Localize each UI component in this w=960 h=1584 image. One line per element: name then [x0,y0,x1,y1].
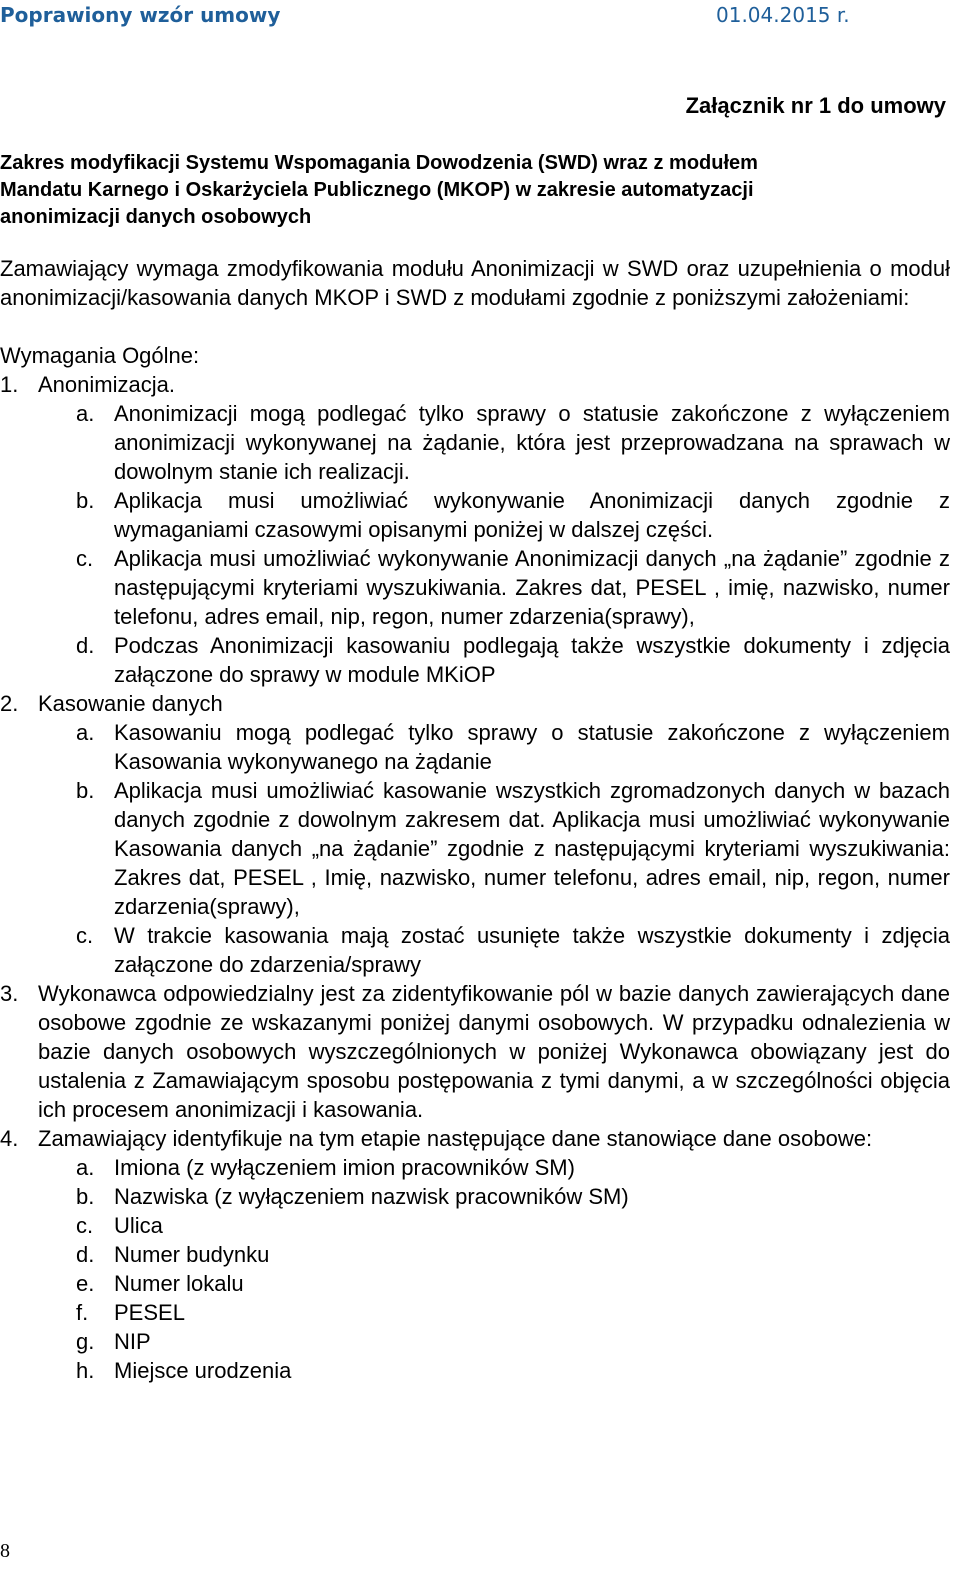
item-marker: d. [76,633,95,658]
item-text: Aplikacja musi umożliwiać wykonywanie Anonimizacji danych zgodnie z wymaganiami czasowymi opisanymi poniżej w dalszej części. [114,488,950,542]
list-item [0,399,950,486]
item-text: Aplikacja musi umożliwiać kasowanie wszystkich zgromadzonych danych w bazach danych zgodnie z dowolnym zakresem dat. Aplikacja musi umożliwiać wykonywanie Kasowania danych „na żądanie” zgodnie z następującymi kryteriami wyszukiwania: Zakres dat, PESEL , Imię, nazwisko, numer telefonu, adres email, nip, regon, numer zdarzenia(sprawy), [114,778,950,919]
item-text: Aplikacja musi umożliwiać wykonywanie Anonimizacji danych „na żądanie” zgodnie z następującymi kryteriami wyszukiwania. Zakres dat, PESEL , imię, nazwisko, numer telefonu, adres email, nip, regon, numer zdarzenia(sprawy), [114,546,950,629]
section-1 [0,370,950,399]
document-body [0,254,950,1385]
list-item [0,1240,950,1269]
item-marker: c. [76,923,94,948]
item-text: NIP [114,1329,151,1354]
item-text: Numer budynku [114,1242,270,1267]
page-number: 8 [0,1540,10,1562]
list-item [0,1298,950,1327]
title-line: anonimizacji danych osobowych [0,206,312,228]
item-text: W trakcie kasowania mają zostać usunięte także wszystkie dokumenty i zdjęcia załączone do zdarzenia/sprawy [114,923,950,977]
item-text: Imiona (z wyłączeniem imion pracowników SM) [114,1155,575,1180]
document-date: 01.04.2015 r. [716,3,850,27]
list-item [0,1211,950,1240]
item-marker: a. [76,1155,95,1180]
list-item [0,921,950,979]
list-item [0,1269,950,1298]
item-marker: h. [76,1358,95,1383]
section-text: Kasowanie danych [38,691,223,716]
item-marker: a. [76,401,95,426]
item-marker: b. [76,1184,95,1209]
list-item [0,1182,950,1211]
title-line: Mandatu Karnego i Oskarżyciela Publicznego (MKOP) w zakresie automatyzacji [0,179,754,201]
item-marker: g. [76,1329,95,1354]
list-item [0,718,950,776]
list-item [0,631,950,689]
item-marker: c. [76,1213,94,1238]
item-text: Kasowaniu mogą podlegać tylko sprawy o statusie zakończone z wyłączeniem Kasowania wykonywanego na żądanie [114,720,950,774]
item-text: Nazwiska (z wyłączeniem nazwisk pracowników SM) [114,1184,629,1209]
item-text: Podczas Anonimizacji kasowaniu podlegają także wszystkie dokumenty i zdjęcia załączone do sprawy w module MKiOP [114,633,950,687]
title-line: Zakres modyfikacji Systemu Wspomagania Dowodzenia (SWD) wraz z modułem [0,152,758,174]
item-marker: e. [76,1271,95,1296]
item-text: Numer lokalu [114,1271,244,1296]
section-marker: 3. [0,981,19,1006]
general-requirements-heading: Wymagania Ogólne: [0,343,200,368]
section-marker: 2. [0,691,19,716]
document-status-label: Poprawiony wzór umowy [0,3,281,27]
item-text: PESEL [114,1300,185,1325]
document-title [0,150,950,231]
section-3 [0,979,950,1124]
intro-paragraph: Zamawiający wymaga zmodyfikowania modułu Anonimizacji w SWD oraz uzupełnienia o moduł anonimizacji/kasowania danych MKOP i SWD z modułami zgodnie z poniższymi założeniami: [0,256,950,310]
annex-title: Załącznik nr 1 do umowy [685,93,946,118]
item-marker: d. [76,1242,95,1267]
list-item [0,1153,950,1182]
item-text: Miejsce urodzenia [114,1358,292,1383]
section-2 [0,689,950,718]
item-text: Anonimizacji mogą podlegać tylko sprawy o statusie zakończone z wyłączeniem anonimizacji wykonywanej na żądanie, która jest przeprowadzana na sprawach w dowolnym stanie ich realizacji. [114,401,950,484]
section-text: Anonimizacja. [38,372,175,397]
list-item [0,544,950,631]
item-marker: a. [76,720,95,745]
section-4 [0,1124,950,1153]
section-text: Zamawiający identyfikuje na tym etapie następujące dane stanowiące dane osobowe: [38,1126,873,1151]
section-marker: 1. [0,372,19,397]
item-marker: b. [76,488,95,513]
list-item [0,1356,950,1385]
item-text: Ulica [114,1213,163,1238]
section-text: Wykonawca odpowiedzialny jest za zidentyfikowanie pól w bazie danych zawierających dane osobowe zgodnie ze wskazanymi poniżej danymi osobowych. W przypadku odnalezienia w bazie danych osobowych wyszczególnionych w poniżej Wykonawca obowiązany jest do ustalenia z Zamawiającym sposobu postępowania z tymi danymi, a w szczególności objęcia ich procesem anonimizacji i kasowania. [38,981,950,1122]
section-marker: 4. [0,1126,19,1151]
item-marker: f. [76,1300,89,1325]
item-marker: c. [76,546,94,571]
list-item [0,486,950,544]
item-marker: b. [76,778,95,803]
list-item [0,1327,950,1356]
list-item [0,776,950,921]
